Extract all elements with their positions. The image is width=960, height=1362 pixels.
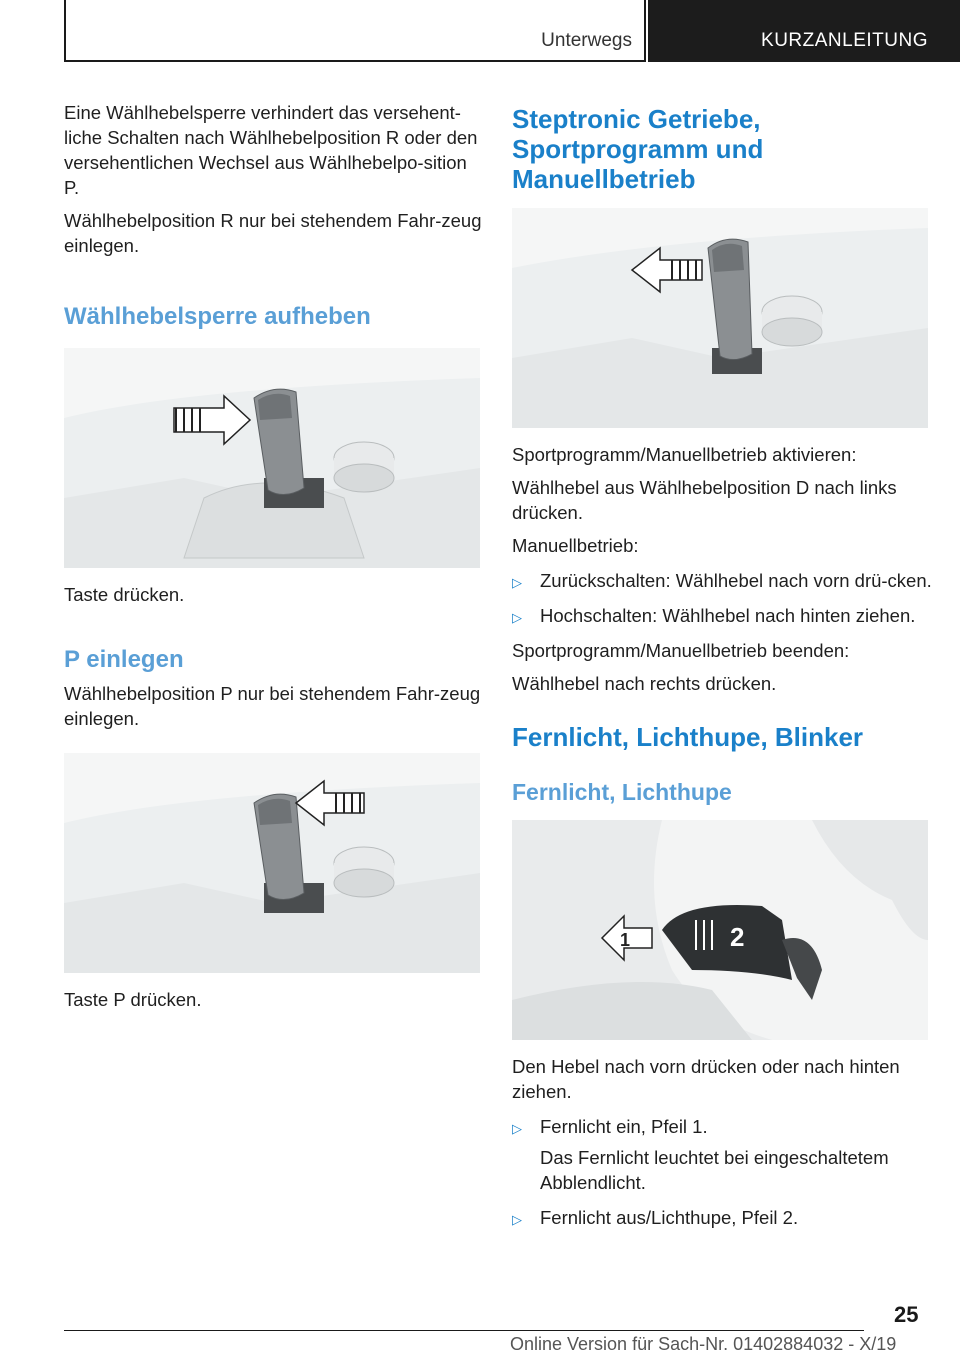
arrow-label-1: 1 — [620, 930, 631, 950]
triangle-right-icon: ▷ — [512, 610, 522, 625]
sport-activate-desc: Wählhebel aus Wählhebelposition D nach links drücken. — [512, 477, 897, 523]
triangle-right-icon: ▷ — [512, 575, 522, 590]
footer-online-version: Online Version für Sach-Nr. 01402884032 - X/19 — [510, 1334, 897, 1354]
triangle-right-icon: ▷ — [512, 1121, 522, 1136]
list-item — [512, 1114, 932, 1195]
intro-paragraph-1: Eine Wählhebelsperre verhindert das versehent-liche Schalten nach Wählhebelposition R oder den versehentlichen Wechsel aus Wählhebelpo-sition P. — [64, 102, 478, 198]
sport-end-label: Sportprogramm/Manuellbetrieb beenden: — [512, 640, 850, 661]
heading-p-engage: P einlegen — [64, 646, 184, 673]
header-section-title: Unterwegs — [541, 30, 632, 51]
figure-steptronic-lever — [512, 208, 928, 428]
beam-list — [512, 1114, 932, 1230]
heading-high-beam: Fernlicht, Lichthupe — [512, 779, 732, 805]
header-section — [64, 0, 646, 62]
figure-selector-lever-release — [64, 348, 480, 568]
heading-steptronic: Steptronic Getriebe, Sportprogramm und Manuellbetrieb — [512, 104, 764, 194]
left-column — [64, 100, 484, 1012]
sport-end-desc: Wählhebel nach rechts drücken. — [512, 673, 777, 694]
manual-list — [512, 568, 932, 628]
beam-item-text: Fernlicht ein, Pfeil 1. — [540, 1116, 708, 1137]
list-item — [512, 603, 932, 628]
figure-p-button — [64, 753, 480, 973]
footer-rule — [64, 1330, 864, 1331]
intro-paragraph-2: Wählhebelposition R nur bei stehendem Fahr-zeug einlegen. — [64, 210, 482, 256]
right-column — [512, 104, 932, 1240]
heading-lights: Fernlicht, Lichthupe, Blinker — [512, 722, 864, 752]
figure-turn-signal-lever — [512, 820, 928, 1040]
caption-release: Taste drücken. — [64, 584, 185, 605]
p-engage-text: Wählhebelposition P nur bei stehendem Fahr-zeug einlegen. — [64, 683, 481, 729]
lever-desc: Den Hebel nach vorn drücken oder nach hinten ziehen. — [512, 1056, 900, 1102]
page-number: 25 — [894, 1302, 919, 1327]
manual-label: Manuellbetrieb: — [512, 535, 639, 556]
page-header — [64, 0, 960, 64]
header-chapter-title: KURZANLEITUNG — [761, 30, 928, 51]
caption-p: Taste P drücken. — [64, 989, 202, 1010]
beam-item-text: Fernlicht aus/Lichthupe, Pfeil 2. — [540, 1207, 799, 1228]
sport-activate-label: Sportprogramm/Manuellbetrieb aktivieren: — [512, 444, 857, 465]
triangle-right-icon: ▷ — [512, 1212, 522, 1227]
manual-item-text: Zurückschalten: Wählhebel nach vorn drü-cken. — [540, 570, 932, 591]
beam-item-sub: Das Fernlicht leuchtet bei eingeschaltetem Abblendlicht. — [540, 1147, 889, 1193]
list-item — [512, 568, 932, 593]
header-chapter — [648, 0, 960, 62]
arrow-label-2: 2 — [730, 922, 745, 952]
heading-lock-release: Wählhebelsperre aufheben — [64, 303, 371, 330]
list-item — [512, 1205, 932, 1230]
manual-item-text: Hochschalten: Wählhebel nach hinten ziehen. — [540, 605, 916, 626]
